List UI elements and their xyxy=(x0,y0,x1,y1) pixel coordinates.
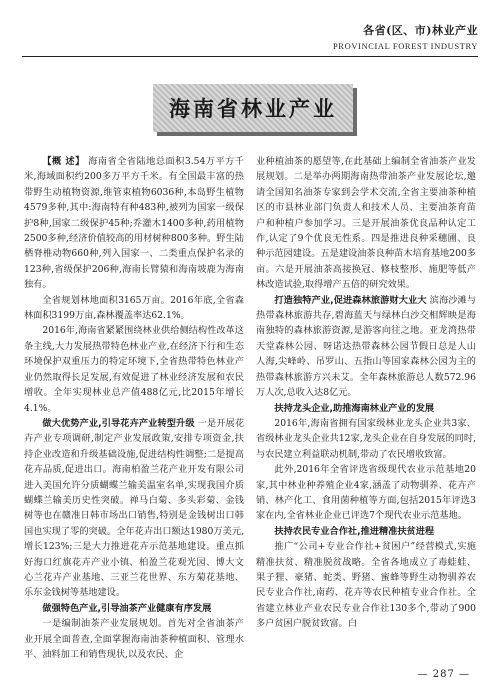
overview-text: 海南省全省陆地总面积3.54万平方千米,海域面积约200多万平方千米。有全国最丰富的热带野生动植物资源,维管束植物6036种,本岛野生植物4579多种,其中:海南特有种483种,被列为国家一级保护8种,国家二级保护45种;乔灌木1400多种,药用植物2500多种,经济价值较高的用材树种800多种。野生陆栖脊椎动物660种,列入国家一、二类重点保护名录的123种,省级保护206种,海南长臂猿和海南坡鹿为海南独有。 xyxy=(24,156,244,291)
subhead-flower: 做大优势产业,引导花卉产业转型升级 xyxy=(42,417,195,429)
subhead-leading-enterprises: 扶持龙头企业,助推海南林业产业的发展 xyxy=(274,402,435,414)
oil-tea-paragraph: 一是编制油茶产业发展规划。首先对全省油茶产业开展全面普查,全面掌握海南油茶种植面积、管理水平、油料加工和销售现状,以及农民、企 xyxy=(24,618,244,660)
forest-area-paragraph: 全省规划林地面积3165万亩。2016年底,全省森林面积3199万亩,森林覆盖率达62.1%。 xyxy=(24,294,244,322)
section-title-cn: 各省(区、市)林业产业 xyxy=(363,24,478,37)
article-title: 海南省林业产业 xyxy=(169,97,337,121)
overview-paragraph xyxy=(24,154,244,293)
tourism-text: 滨海沙滩与热带森林旅游共存,碧海蓝天与绿林白沙交相辉映是海南独特的森林旅游资源,是游客向往之地。亚龙湾热带天堂森林公园、呀诺达热带森林公园节假日总是人山人海,尖峰岭、吊罗山、五指山等国家森林公园为主的热带森林旅游方兴未艾。全年森林旅游总人数572.96万人次,总收入达8亿元。 xyxy=(256,294,477,399)
demo-bases-paragraph: 此外,2016年全省评选省级现代农业示范基地20家,其中林业种养殖企业4家,涵盖了动物驯养、花卉产销、林产化工、食用菌种植等方面,包括2015年评选3家在内,全省林业企业已评选7个现代农业示范基地。 xyxy=(256,464,476,522)
oil-tea-continued-paragraph: 业种植油茶的愿望等,在此基础上编制全省油茶产业发展规划。二是举办两期海南热带油茶产业发展论坛,邀请全国知名油茶专家到会学术交流,全省主要油茶种植区的市县林业部门负责人和技术人员、主要油茶育苗户和种植户参加学习。三是开展油茶优良品种认定工作,认定了9个优良无性系。四是推进良种采穗圃、良种示范园建设。五是建设油茶良种苗木培育基地200多亩。六是开展油茶高接换冠、修枝整形、施肥等低产林改造试验,取得增产五倍的研究效果。 xyxy=(256,156,476,291)
subhead-tourism: 打造独特产业,促进森林旅游财大业大 xyxy=(274,294,427,306)
flower-text: 一是开展花卉产业专项调研,制定产业发展政策,安排专项资金,扶持企业改造和升级基础设施,促进结构性调整;二是提高花卉品质,促进出口。海南柏盈兰花产业开发有限公司进入美国允许分质蝴蝶兰输美温室名单,实现我国介质蝴蝶兰输美历史性突破。禅马白菊、多头彩菊、金钱树等也在赣准日韩市场出口销售,特别是金钱树出口韩国也实现了零的突破。全年花卉出口额达1980万美元,增长123%;三是大力推进花卉示范基地建设。重点抓好海口红旗花卉产业小镇、柏盈兰花观光园、博大文心兰花卉产业基地、三亚兰花世界、东方菊花基地、乐东金钱树等基地建设。 xyxy=(24,417,245,599)
section-title-en: PROVINCIAL FOREST INDUSTRY xyxy=(332,41,478,51)
page-number: — 287 — xyxy=(417,669,470,680)
article-title-box xyxy=(153,84,353,132)
header-rule xyxy=(22,56,478,57)
industry-paragraph: 2016年,海南省紧紧围绕林业供给侧结构性改革这条主线,大力发展热带特色林业产业,在经济下行和生态环境保护双重压力的特定环境下,全省热带特色林业产业仍然取得长足发展,有效促进了林业经济发展和农民增收。全年实现林业总产值488亿元,比2015年增长4.1%。 xyxy=(24,325,244,414)
enterprises-paragraph: 2016年,海南省拥有国家级林业龙头企业共3家、省级林业龙头企业共12家,龙头企业在自身发展的同时,与农民建立利益联动机制,带动了农民增收致富。 xyxy=(256,417,476,460)
left-column xyxy=(24,154,244,662)
cooperatives-paragraph: 推广“公司+专业合作社+贫困户”经营模式,实施精准扶贫、精准脱贫战略。全省各地成立了毒蛙蛙、果子狸、豪猪、蛇类、野猪、蜜蜂等野生动物驯养农民专业合作社,南药、花卉等农民种植专业合作社。全省建立林业产业农民专业合作社130多个,带动了900多户贫困户脱贫致富。白 xyxy=(256,541,476,630)
subhead-oil-tea: 做强特色产业,引导油茶产业健康有序发展 xyxy=(42,602,212,614)
tourism-paragraph xyxy=(256,293,476,401)
running-header xyxy=(333,18,478,51)
subhead-cooperatives: 扶持农民专业合作社,推进精准扶贫进程 xyxy=(274,525,435,537)
flower-paragraph xyxy=(24,416,244,601)
right-column xyxy=(256,154,476,632)
overview-label: 【概 述】 xyxy=(42,156,85,167)
